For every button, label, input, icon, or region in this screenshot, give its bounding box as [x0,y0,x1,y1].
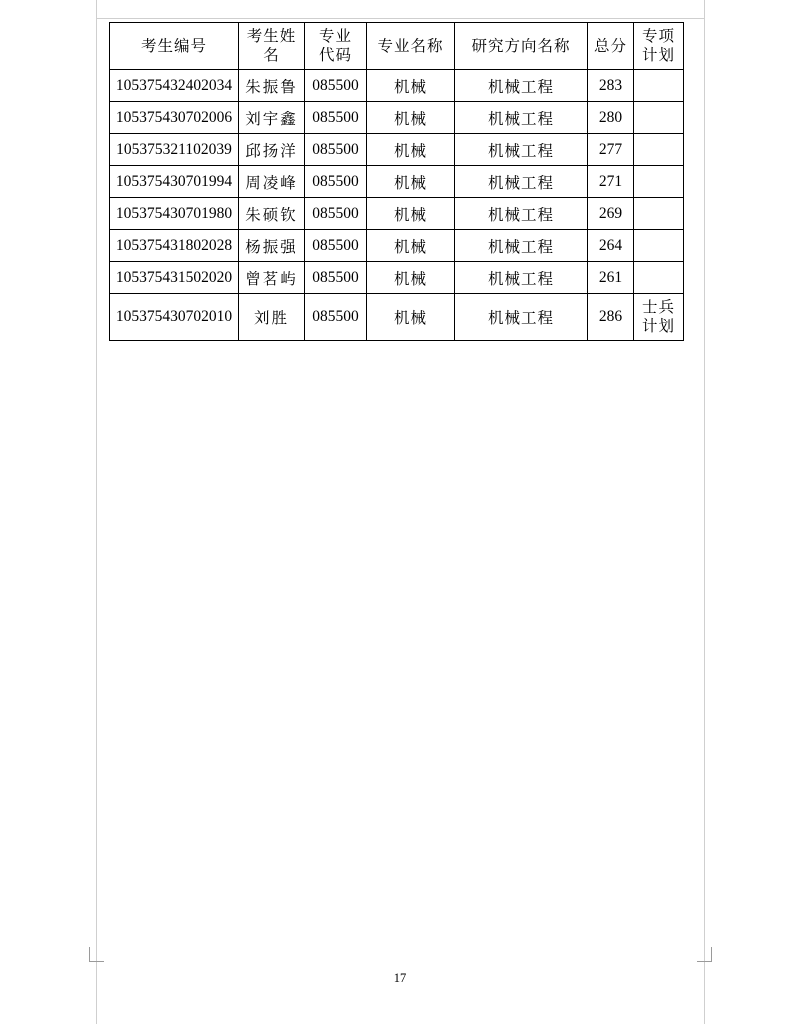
cell-candidate-id: 105375431802028 [110,230,239,262]
cell-major-name: 机械 [367,230,455,262]
cell-special-plan-line2: 计划 [641,318,675,335]
cell-major-name: 机械 [367,166,455,198]
cell-total-score: 280 [588,102,634,134]
page-border-right [704,0,705,1024]
column-header-special-plan [634,23,684,70]
cell-candidate-name: 朱硕钦 [239,198,305,230]
cell-total-score: 277 [588,134,634,166]
admission-results-table-wrapper [109,22,684,341]
cell-special-plan-line1: 士兵 [641,299,675,316]
cell-candidate-id: 105375430701980 [110,198,239,230]
column-header-special-plan-line1: 专项 [641,28,675,45]
column-header-special-plan-line2: 计划 [641,47,675,64]
column-header-major-code-line2: 代码 [318,47,352,64]
page-border-top [96,18,705,19]
cell-candidate-id: 105375431502020 [110,262,239,294]
cell-total-score: 269 [588,198,634,230]
page-border-left [96,0,97,1024]
cell-total-score: 264 [588,230,634,262]
cell-major-name: 机械 [367,134,455,166]
page-number: 17 [393,971,407,985]
column-header-major-code [305,23,367,70]
crop-mark-bottom-left [89,947,104,962]
cell-research-direction: 机械工程 [455,230,588,262]
cell-candidate-id: 105375321102039 [110,134,239,166]
cell-special-plan [634,102,684,134]
cell-research-direction: 机械工程 [455,102,588,134]
cell-major-name: 机械 [367,262,455,294]
cell-candidate-name: 曾茗屿 [239,262,305,294]
cell-candidate-id: 105375430702010 [110,294,239,341]
cell-special-plan [634,262,684,294]
table-row [110,134,684,166]
cell-candidate-id: 105375432402034 [110,70,239,102]
cell-candidate-id: 105375430701994 [110,166,239,198]
cell-special-plan [634,198,684,230]
cell-major-name: 机械 [367,294,455,341]
table-row [110,262,684,294]
cell-major-code: 085500 [305,134,367,166]
table-row [110,166,684,198]
cell-major-code: 085500 [305,198,367,230]
table-row [110,230,684,262]
cell-major-name: 机械 [367,198,455,230]
cell-major-name: 机械 [367,70,455,102]
cell-candidate-id: 105375430702006 [110,102,239,134]
crop-mark-bottom-right [697,947,712,962]
cell-candidate-name: 刘宇鑫 [239,102,305,134]
cell-total-score: 271 [588,166,634,198]
admission-results-table [109,22,684,341]
table-header-row [110,23,684,70]
cell-candidate-name: 刘胜 [239,294,305,341]
cell-research-direction: 机械工程 [455,262,588,294]
table-row [110,294,684,341]
table-row [110,70,684,102]
cell-special-plan [634,70,684,102]
cell-research-direction: 机械工程 [455,198,588,230]
cell-research-direction: 机械工程 [455,166,588,198]
cell-major-code: 085500 [305,294,367,341]
cell-major-code: 085500 [305,262,367,294]
cell-research-direction: 机械工程 [455,70,588,102]
cell-total-score: 286 [588,294,634,341]
column-header-total-score: 总分 [588,23,634,70]
cell-research-direction: 机械工程 [455,134,588,166]
cell-special-plan [634,294,684,341]
column-header-candidate-name: 考生姓名 [239,23,305,70]
column-header-major-name: 专业名称 [367,23,455,70]
cell-major-code: 085500 [305,166,367,198]
cell-special-plan [634,230,684,262]
table-row [110,102,684,134]
cell-special-plan [634,134,684,166]
column-header-major-code-line1: 专业 [318,28,352,45]
column-header-candidate-id: 考生编号 [110,23,239,70]
cell-candidate-name: 朱振鲁 [239,70,305,102]
cell-major-code: 085500 [305,70,367,102]
table-row [110,198,684,230]
column-header-research-direction: 研究方向名称 [455,23,588,70]
cell-major-code: 085500 [305,230,367,262]
cell-candidate-name: 周凌峰 [239,166,305,198]
cell-total-score: 283 [588,70,634,102]
cell-research-direction: 机械工程 [455,294,588,341]
cell-candidate-name: 杨振强 [239,230,305,262]
cell-major-name: 机械 [367,102,455,134]
cell-special-plan [634,166,684,198]
cell-candidate-name: 邱扬洋 [239,134,305,166]
cell-total-score: 261 [588,262,634,294]
cell-major-code: 085500 [305,102,367,134]
